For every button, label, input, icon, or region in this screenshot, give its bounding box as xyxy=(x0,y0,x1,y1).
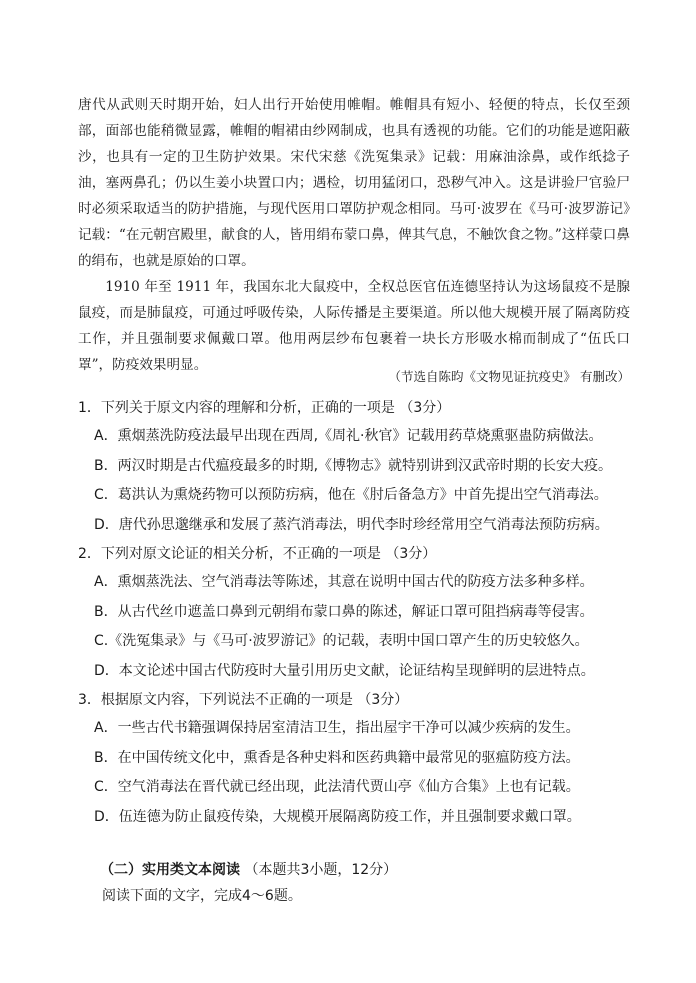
question-2-option-b: B．从古代丝巾遮盖口鼻到元朝绢布蒙口鼻的陈述，解证口罩可阻挡病毒等侵害。 xyxy=(94,603,594,620)
section-instruction: 阅读下面的文字，完成4～6题。 xyxy=(102,888,302,904)
section-heading xyxy=(100,858,397,882)
passage-paragraph-1: 唐代从武则天时期开始，妇人出行开始使用帷帽。帷帽具有短小、轻便的特点，长仅至颈部，面部也能稍微显露，帷帽的帽裙由纱网制成，也具有透视的功能。它们的功能是遮阳蔽沙，也具有一定的卫生防护效果。宋代宋慈《洗冤集录》记载：用麻油涂鼻，或作纸捻子油，塞两鼻孔；仍以生姜小块置口内；遇检，切用猛闭口，恐秽气冲入。这是讲验尸官验尸时必须采取适当的防护措施，与现代医用口罩防护观念相同。马可·波罗在《马可·波罗游记》记载：“在元朝宫殿里，献食的人，皆用绢布蒙口鼻，俾其气息，不触饮食之物。”这样蒙口鼻的绢布，也就是原始的口罩。 xyxy=(78,97,630,269)
passage-source: （节选自陈昀《文物见证抗疫史》 有删改） xyxy=(388,369,630,384)
question-3-option-d: D．伍连德为防止鼠疫传染，大规模开展隔离防疫工作，并且强制要求戴口罩。 xyxy=(94,808,581,825)
passage-paragraph-2: 1910 年至 1911 年，我国东北大鼠疫中，全权总医官伍连德坚持认为这场鼠疫不是腺鼠疫，而是肺鼠疫，可通过呼吸传染，人际传播是主要渠道。所以他大规模开展了隔离防疫工作，并且强制要求佩戴口罩。他用两层纱布包裹着一块长方形吸水棉而制成了“伍氏口罩”，防疫效果明显。 xyxy=(78,279,630,373)
question-1-option-c: C．葛洪认为熏烧药物可以预防疠病，他在《肘后备急方》中首先提出空气消毒法。 xyxy=(94,487,608,503)
question-2 xyxy=(78,540,638,686)
section-heading-title: （二）实用类文本阅读 xyxy=(100,862,240,878)
question-3-option-a: A．一些古代书籍强调保持居室清洁卫生，指出屋宇干净可以减少疾病的发生。 xyxy=(94,720,580,736)
question-2-option-d: D．本文论述中国古代防疫时大量引用历史文献，论证结构呈现鲜明的层进特点。 xyxy=(94,662,595,679)
section-heading-note: （本题共3小题，12分） xyxy=(240,862,398,878)
question-1-option-a: A．熏烟蒸洗防疫法最早出现在西周,《周礼·秋官》记载用药草烧熏驱蛊防病做法。 xyxy=(94,428,603,444)
question-list xyxy=(78,394,638,832)
question-2-stem: 2．下列对原文论证的相关分析，不正确的一项是 （3分） xyxy=(78,546,437,562)
reading-passage xyxy=(78,92,630,378)
question-1 xyxy=(78,394,638,540)
question-1-option-d: D．唐代孙思邈继承和发展了蒸汽消毒法，明代李时珍经常用空气消毒法预防疠病。 xyxy=(94,516,609,533)
question-2-option-a: A．熏烟蒸洗法、空气消毒法等陈述，其意在说明中国古代的防疫方法多种多样。 xyxy=(94,574,594,590)
question-3-stem: 3．根据原文内容，下列说法不正确的一项是 （3分） xyxy=(78,692,409,708)
question-1-stem: 1．下列关于原文内容的理解和分析，正确的一项是 （3分） xyxy=(78,400,451,416)
question-3 xyxy=(78,686,638,832)
question-2-option-c: C.《洗冤集录》与《马可·波罗游记》的记载，表明中国口罩产生的历史较悠久。 xyxy=(94,633,589,649)
question-3-option-c: C．空气消毒法在晋代就已经出现，此法清代贾山亭《仙方合集》上也有记载。 xyxy=(94,779,580,795)
question-1-option-b: B．两汉时期是古代瘟疫最多的时期,《博物志》就特别讲到汉武帝时期的长安大疫。 xyxy=(94,457,613,474)
question-3-option-b: B．在中国传统文化中，熏香是各种史料和医药典籍中最常见的驱瘟防疫方法。 xyxy=(94,749,580,766)
